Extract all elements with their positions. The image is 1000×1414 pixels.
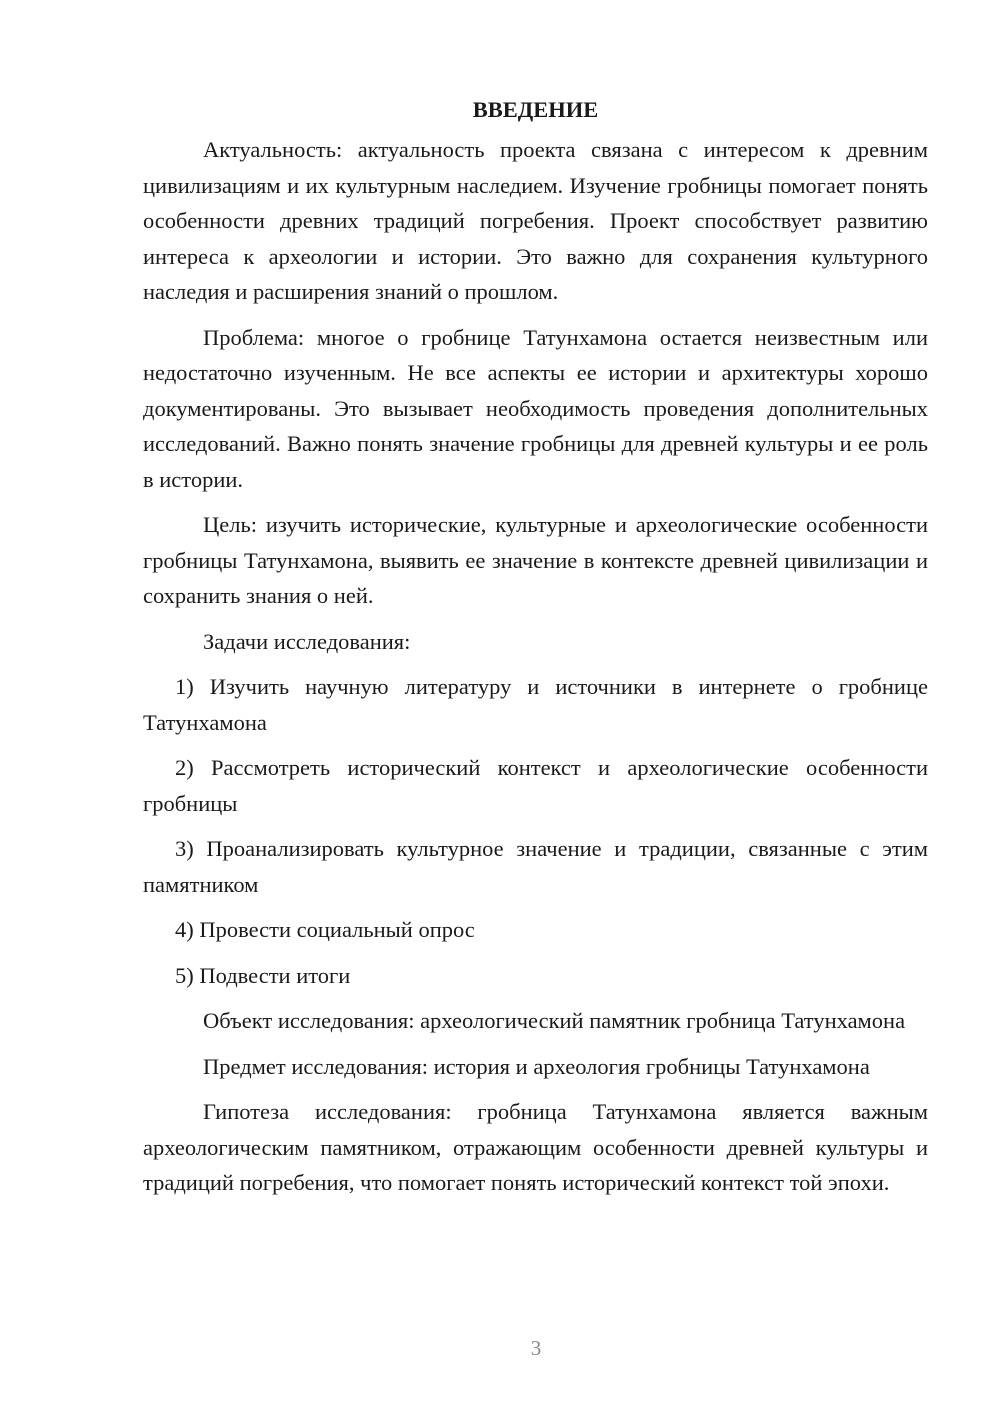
- task-item-2: 2) Рассмотреть исторический контекст и археологические особенности гробницы: [143, 755, 928, 816]
- task-item-3: 3) Проанализировать культурное значение и традиции, связанные с этим памятником: [143, 836, 928, 897]
- page-body: [143, 92, 928, 1211]
- task-item-1: 1) Изучить научную литературу и источники в интернете о гробнице Татунхамона: [143, 674, 928, 735]
- section-title: ВВЕДЕНИЕ: [472, 97, 599, 122]
- hypothesis-paragraph: Гипотеза исследования: гробница Татунхамона является важным археологическим памятником, отражающим особенности древней культуры и традиций погребения, что помогает понять исторический контекст той эпохи.: [143, 1099, 928, 1195]
- tasks-heading: Задачи исследования:: [203, 628, 411, 654]
- goal-paragraph: Цель: изучить исторические, культурные и археологические особенности гробницы Татунхамона, выявить ее значение в контексте древней цивилизации и сохранить знания о ней.: [143, 512, 928, 608]
- subject-paragraph: Предмет исследования: история и археология гробницы Татунхамона: [203, 1053, 870, 1079]
- object-paragraph: Объект исследования: археологический памятник гробница Татунхамона: [203, 1008, 906, 1033]
- task-item-4: 4) Провести социальный опрос: [175, 917, 475, 942]
- task-item-5: 5) Подвести итоги: [175, 962, 351, 988]
- problem-paragraph: Проблема: многое о гробнице Татунхамона остается неизвестным или недостаточно изученным. Не все аспекты ее истории и архитектуры хорошо документированы. Это вызывает необходимость проведения дополнительных исследований. Важно понять значение гробницы для древней культуры и ее роль в истории.: [143, 324, 928, 492]
- relevance-paragraph: Актуальность: актуальность проекта связана с интересом к древним цивилизациям и их культурным наследием. Изучение гробницы помогает понять особенности древних традиций погребения. Проект способствует развитию интереса к археологии и истории. Это важно для сохранения культурного наследия и расширения знаний о прошлом.: [143, 137, 928, 304]
- page-number: 3: [530, 1336, 542, 1360]
